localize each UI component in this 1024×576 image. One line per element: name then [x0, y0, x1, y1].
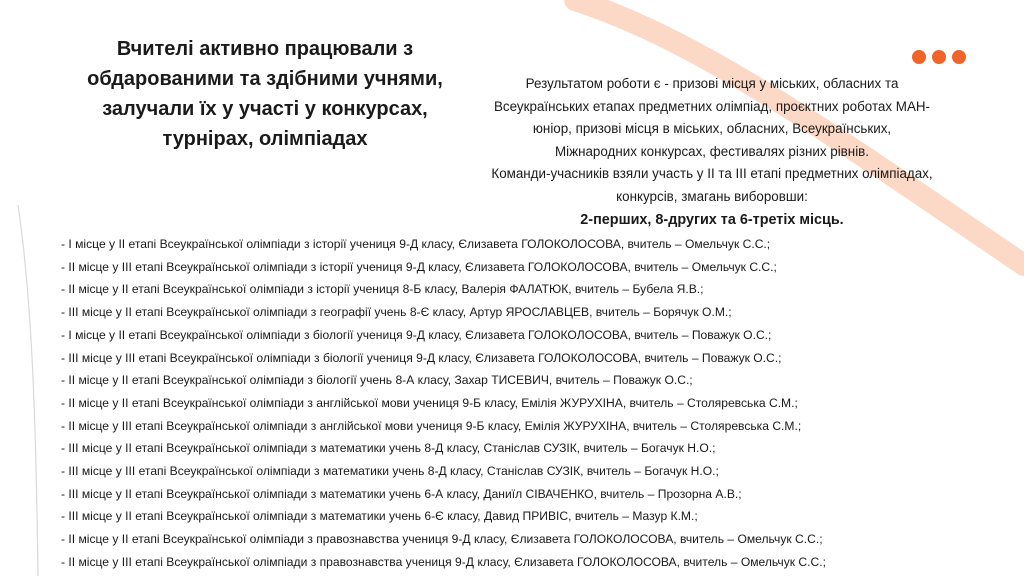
results-summary — [458, 73, 966, 231]
summary-line: конкурсів, змагань виборовши: — [616, 188, 808, 204]
summary-line: Міжнародних конкурсах, фестивалях різних рівнів. — [554, 143, 870, 159]
heading-line: Вчителі активно працювали з — [116, 38, 414, 60]
list-item: - ІІ місце у ІІІ етапі Всеукраїнської олімпіади з історії учениця 9-Д класу, Єлизавета ГОЛОКОЛОСОВА, вчитель – Омельчук С.С.; — [61, 259, 777, 274]
orange-dot-icon — [952, 50, 966, 64]
left-arc-decoration — [18, 205, 38, 576]
list-item: - ІІ місце у ІІ етапі Всеукраїнської олімпіади з біології учень 8-А класу, Захар ТИСЕВИЧ, вчитель – Поважук О.С.; — [61, 373, 693, 388]
list-item: - ІІ місце у ІІ етапі Всеукраїнської олімпіади з історії учениця 8-Б класу, Валерія ФАЛАТЮК, вчитель – Бубела Я.В.; — [61, 282, 704, 297]
orange-dot-icon — [912, 50, 926, 64]
achievements-list — [61, 233, 826, 574]
list-item: - ІІІ місце у ІІ етапі Всеукраїнської олімпіади з математики учень 6-А класу, Даниїл СІВАЧЕНКО, вчитель – Прозорна А.В.; — [61, 486, 742, 501]
list-item: - ІІІ місце у ІІ етапі Всеукраїнської олімпіади з географії учень 8-Є класу, Артур ЯРОСЛАВЦЕВ, вчитель – Борячук О.М.; — [61, 305, 732, 320]
summary-line: Команди-учасників взяли участь у ІІ та ІІІ етапі предметних олімпіадах, — [491, 166, 933, 182]
menu-dots — [912, 50, 966, 64]
list-item: - ІІІ місце у ІІІ етапі Всеукраїнської олімпіади з математики учень 8-Д класу, Станіслав СУЗІК, вчитель – Богачук Н.О.; — [61, 464, 719, 479]
orange-dot-icon — [932, 50, 946, 64]
list-item: - І місце у ІІ етапі Всеукраїнської олімпіади з історії учениця 9-Д класу, Єлизавета ГОЛОКОЛОСОВА, вчитель – Омельчук С.С.; — [61, 237, 771, 251]
summary-line: юніор, призові місця в міських, обласних, Всеукраїнських, — [532, 121, 892, 137]
summary-highlight: 2-перших, 8-других та 6-третіх місць. — [580, 211, 844, 228]
list-item: - ІІІ місце у ІІ етапі Всеукраїнської олімпіади з математики учень 6-Є класу, Давид ПРИВІС, вчитель – Мазур К.М.; — [61, 509, 698, 524]
list-item: - ІІ місце у ІІІ етапі Всеукраїнської олімпіади з англійської мови учениця 9-Б класу, Емілія ЖУРУХІНА, вчитель – Столяревська С.М.; — [61, 418, 802, 433]
list-item: - ІІІ місце у ІІ етапі Всеукраїнської олімпіади з математики учень 8-Д класу, Станіслав СУЗІК, вчитель – Богачук Н.О.; — [61, 441, 716, 456]
list-item: - ІІ місце у ІІ етапі Всеукраїнської олімпіади з англійської мови учениця 9-Б класу, Емілія ЖУРУХІНА, вчитель – Столяревська С.М.; — [61, 395, 798, 410]
list-item: - І місце у ІІ етапі Всеукраїнської олімпіади з біології учениця 9-Д класу, Єлизавета ГОЛОКОЛОСОВА, вчитель – Поважук О.С.; — [61, 327, 772, 342]
summary-line: Результатом роботи є - призові місця у міських, обласних та — [525, 76, 899, 91]
heading-line: залучали їх у участі у конкурсах, — [102, 98, 428, 120]
summary-line: Всеукраїнських етапах предметних олімпіад, проєктних роботах МАН- — [493, 98, 931, 114]
slide-heading — [40, 34, 490, 154]
heading-line: обдарованими та здібними учнями, — [87, 68, 443, 90]
heading-line: турнірах, олімпіадах — [162, 128, 368, 150]
list-item: - ІІ місце у ІІІ етапі Всеукраїнської олімпіади з правознавства учениця 9-Д класу, Єлизавета ГОЛОКОЛОСОВА, вчитель – Омельчук С.С.; — [61, 554, 826, 569]
list-item: - ІІІ місце у ІІІ етапі Всеукраїнської олімпіади з біології учениця 9-Д класу, Єлизавета ГОЛОКОЛОСОВА, вчитель – Поважук О.С.; — [61, 350, 782, 365]
list-item: - ІІ місце у ІІ етапі Всеукраїнської олімпіади з правознавства учениця 9-Д класу, Єлизавета ГОЛОКОЛОСОВА, вчитель – Омельчук С.С.; — [61, 532, 823, 547]
